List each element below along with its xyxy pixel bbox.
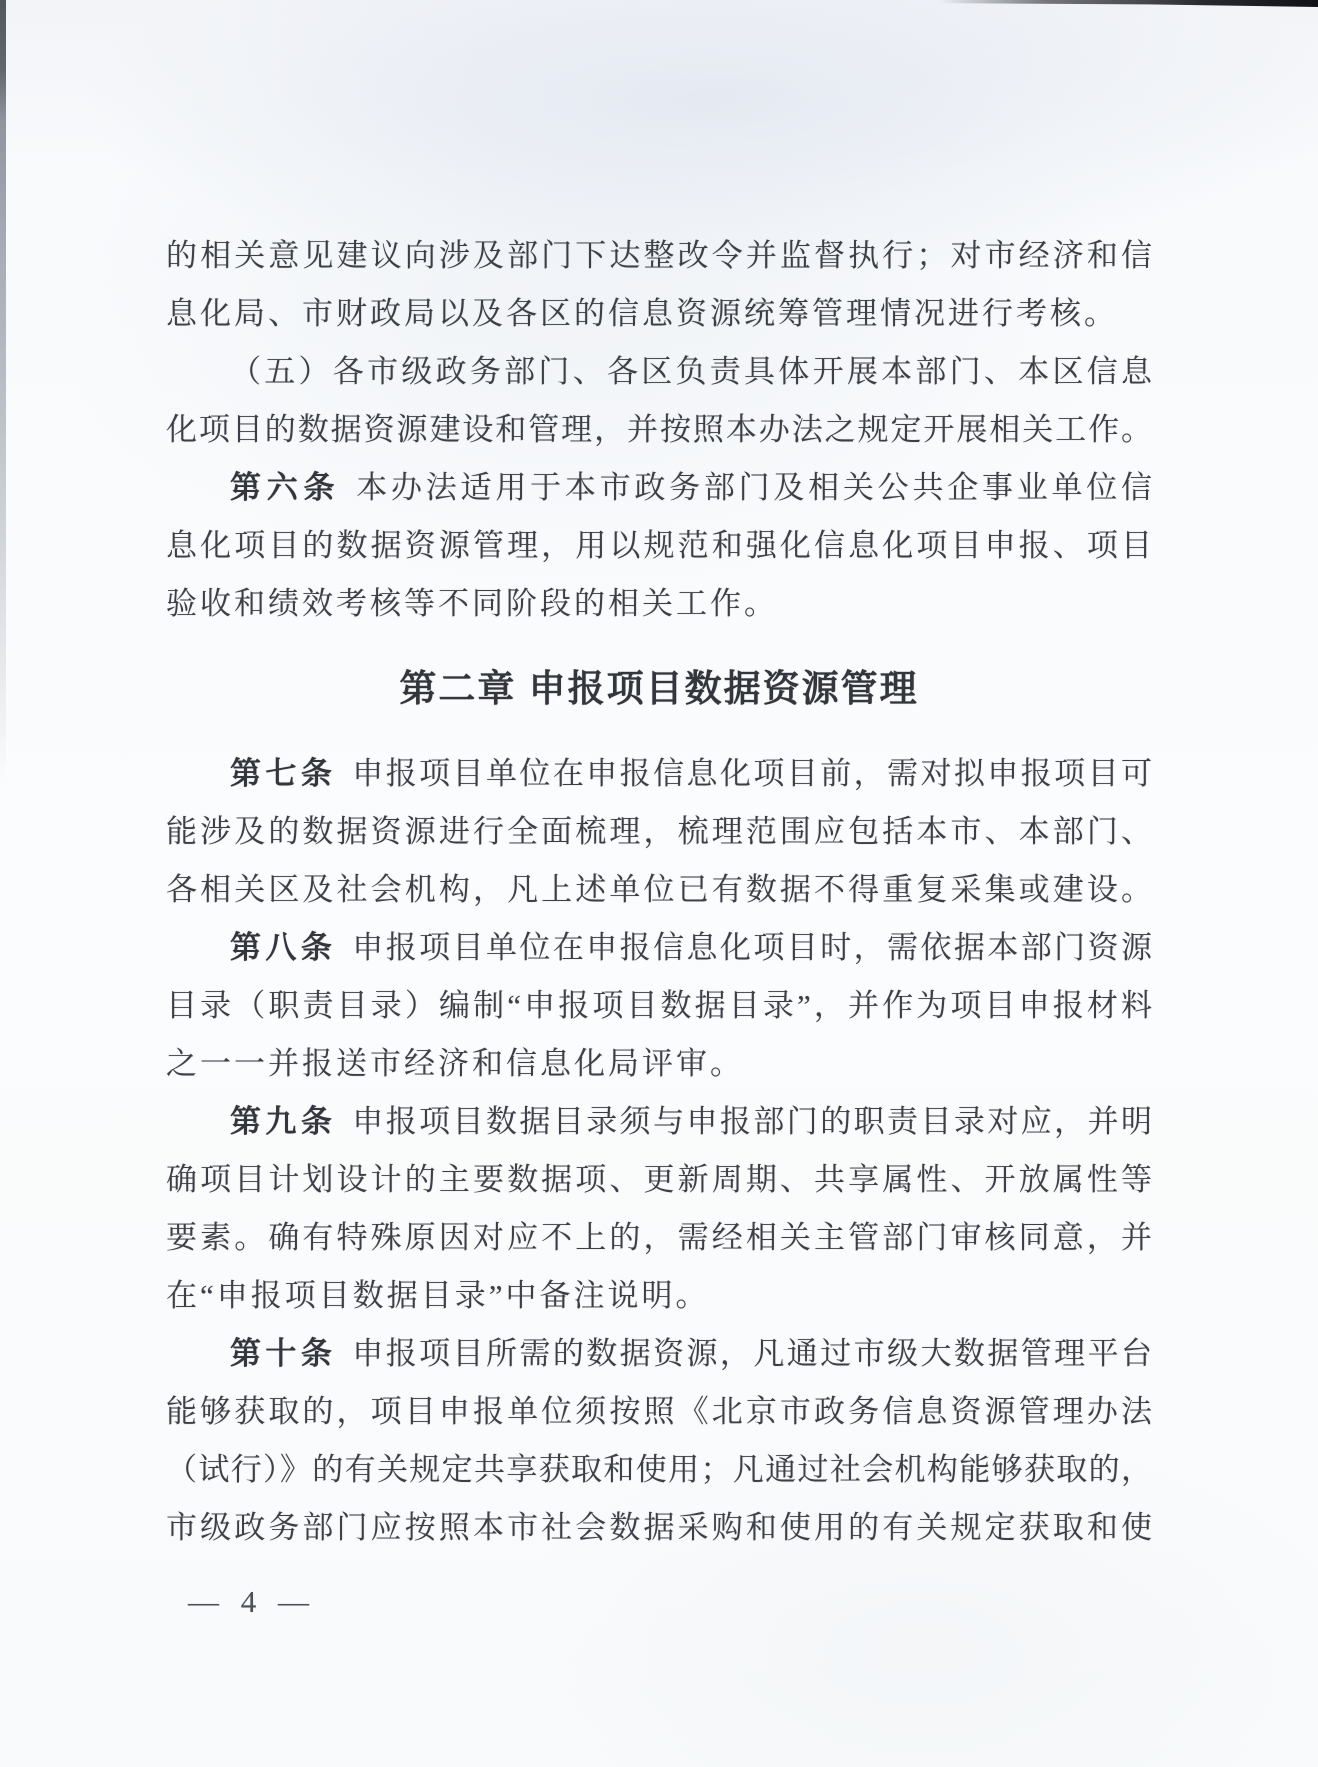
line-text: 市级政务部门应按照本市社会数据采购和使用的有关规定获取和使 — [166, 1510, 1152, 1545]
line-text: 各相关区及社会机构，凡上述单位已有数据不得重复采集或建设。 — [166, 872, 1152, 907]
text-line — [166, 1499, 1152, 1557]
line-text: 申报项目数据目录须与申报部门的职责目录对应，并明 — [352, 1104, 1153, 1139]
text-line — [166, 1267, 1152, 1325]
scan-artifact-top-right — [938, 0, 1318, 7]
document-text-block — [166, 227, 1152, 1557]
line-text: 在“申报项目数据目录”中备注说明。 — [166, 1278, 710, 1313]
text-line — [166, 977, 1152, 1035]
text-line — [166, 1035, 1152, 1093]
text-line — [166, 1383, 1152, 1441]
text-line — [166, 343, 1152, 401]
line-text: 申报项目单位在申报信息化项目前，需对拟申报项目可 — [352, 756, 1153, 791]
line-text: 目录（职责目录）编制“申报项目数据目录”，并作为项目申报材料 — [166, 988, 1152, 1023]
line-text: 息化局、市财政局以及各区的信息资源统筹管理情况进行考核。 — [166, 296, 1118, 331]
text-line — [166, 1441, 1152, 1499]
text-line — [166, 803, 1152, 861]
line-text: 之一一并报送市经济和信息化局评审。 — [166, 1046, 744, 1081]
line-text: （试行）》的有关规定共享获取和使用；凡通过社会机构能够获取的， — [166, 1452, 1152, 1487]
text-line — [166, 745, 1152, 803]
line-text: 验收和绩效考核等不同阶段的相关工作。 — [166, 586, 778, 621]
text-line — [166, 459, 1152, 517]
line-text: 本办法适用于本市政务部门及相关公共企事业单位信 — [356, 470, 1152, 505]
text-line — [166, 285, 1152, 343]
text-line — [166, 1209, 1152, 1267]
line-text: 化项目的数据资源建设和管理，并按照本办法之规定开展相关工作。 — [166, 412, 1152, 447]
chapter-heading: 第二章 申报项目数据资源管理 — [399, 668, 919, 709]
line-text: （五）各市级政务部门、各区负责具体开展本部门、本区信息 — [230, 354, 1152, 389]
line-text: 申报项目所需的数据资源，凡通过市级大数据管理平台 — [352, 1336, 1153, 1371]
line-text: 能涉及的数据资源进行全面梳理，梳理范围应包括本市、本部门、 — [166, 814, 1152, 849]
text-line — [166, 1151, 1152, 1209]
line-text: 能够获取的，项目申报单位须按照《北京市政务信息资源管理办法 — [166, 1394, 1152, 1429]
line-text: 确项目计划设计的主要数据项、更新周期、共享属性、开放属性等 — [166, 1162, 1152, 1197]
text-line — [166, 1325, 1152, 1383]
article-number: 第八条 — [230, 930, 337, 965]
scan-artifact-left-edge — [0, 0, 6, 780]
text-line — [166, 401, 1152, 459]
text-line — [166, 1093, 1152, 1151]
line-text: 息化项目的数据资源管理，用以规范和强化信息化项目申报、项目 — [166, 528, 1152, 563]
text-line — [166, 575, 1152, 633]
line-text: 申报项目单位在申报信息化项目时，需依据本部门资源 — [352, 930, 1153, 965]
text-line — [166, 517, 1152, 575]
article-number: 第六条 — [230, 470, 341, 505]
article-number: 第七条 — [230, 756, 337, 791]
article-number: 第十条 — [230, 1336, 337, 1371]
text-line — [166, 227, 1152, 285]
text-line — [166, 919, 1152, 977]
text-line — [166, 861, 1152, 919]
article-number: 第九条 — [230, 1104, 337, 1139]
line-text: 的相关意见建议向涉及部门下达整改令并监督执行；对市经济和信 — [166, 238, 1152, 273]
page-number: — 4 — — [188, 1584, 316, 1619]
line-text: 要素。确有特殊原因对应不上的，需经相关主管部门审核同意，并 — [166, 1220, 1152, 1255]
